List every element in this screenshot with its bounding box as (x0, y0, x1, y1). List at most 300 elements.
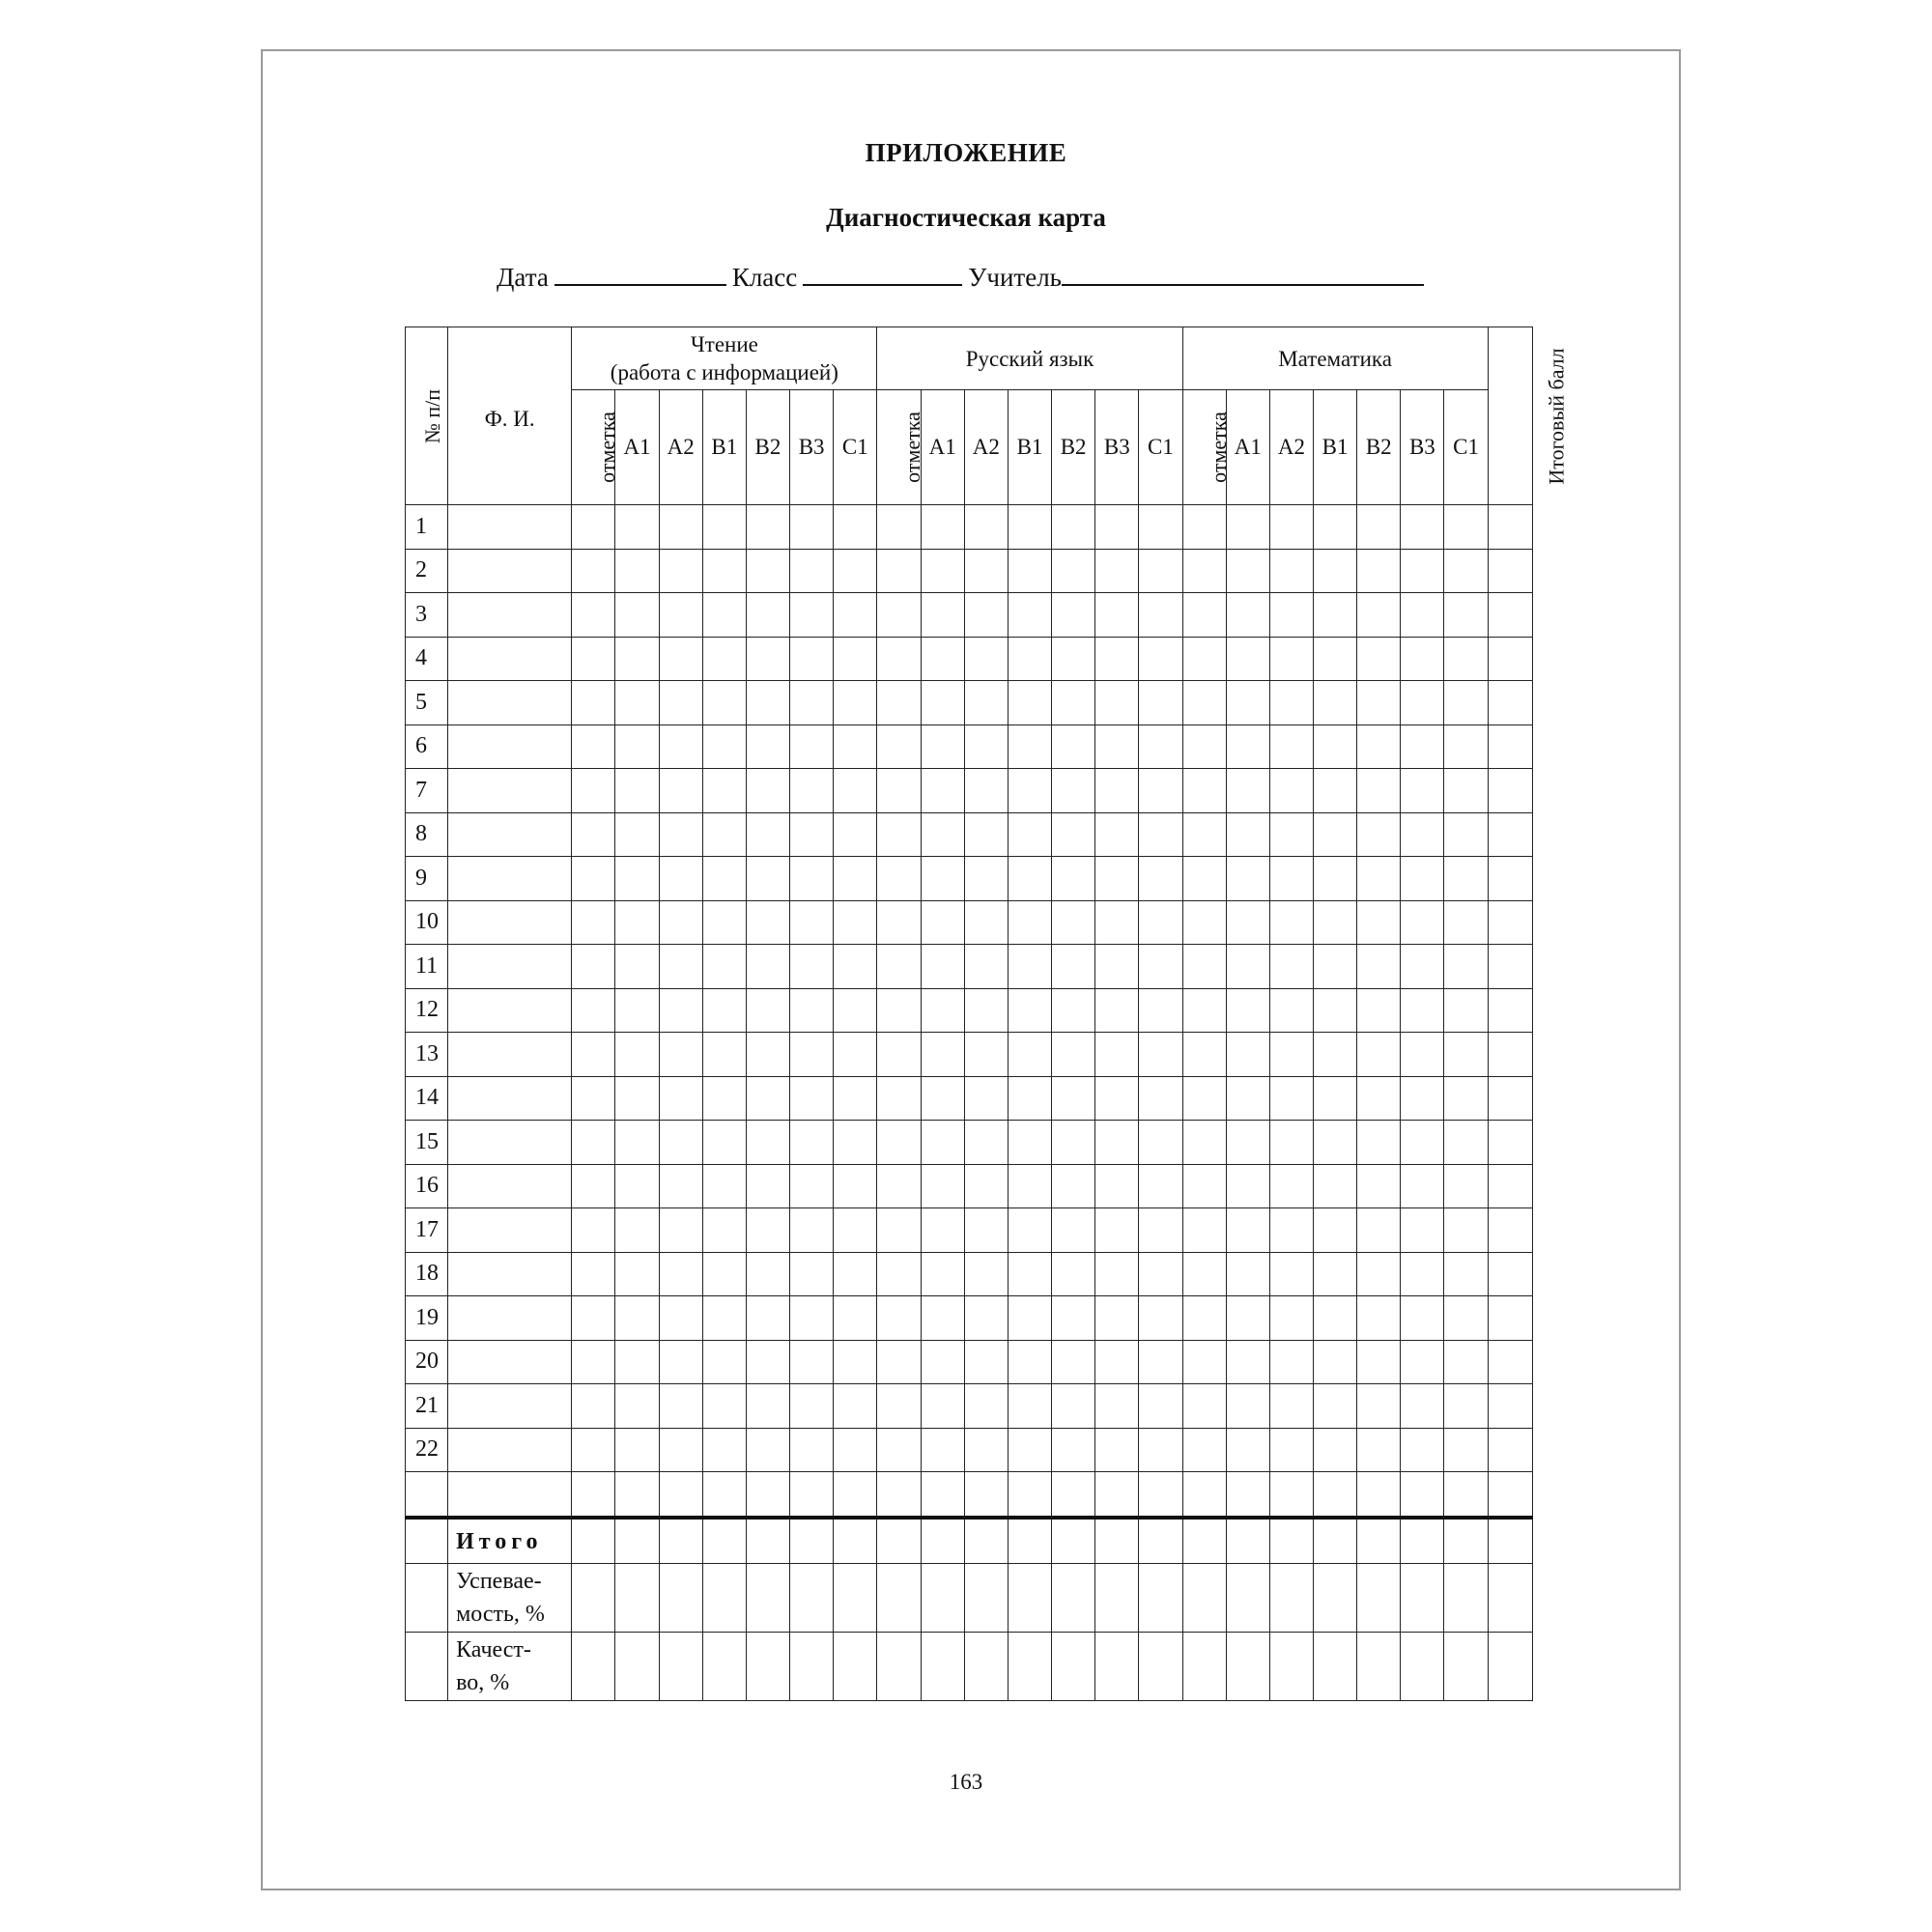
table-cell[interactable] (1139, 1076, 1182, 1121)
table-cell[interactable] (964, 1033, 1008, 1077)
table-cell[interactable] (964, 549, 1008, 593)
table-cell[interactable] (1488, 1340, 1532, 1384)
table-cell[interactable] (702, 1296, 746, 1341)
table-cell[interactable] (702, 1208, 746, 1253)
table-cell[interactable] (1269, 637, 1313, 681)
table-cell[interactable] (921, 549, 964, 593)
table-cell[interactable] (1269, 945, 1313, 989)
table-cell[interactable] (448, 769, 572, 813)
table-cell[interactable] (1401, 1518, 1444, 1564)
table-cell[interactable] (1314, 1472, 1357, 1519)
table-cell[interactable] (1052, 988, 1095, 1033)
table-cell[interactable] (1095, 724, 1139, 769)
table-cell[interactable] (1226, 549, 1269, 593)
table-cell[interactable] (1226, 681, 1269, 725)
table-cell[interactable] (1095, 769, 1139, 813)
table-cell[interactable] (702, 900, 746, 945)
table-cell[interactable] (615, 1428, 659, 1472)
table-cell[interactable] (448, 681, 572, 725)
table-cell[interactable] (834, 1164, 877, 1208)
table-cell[interactable] (615, 1472, 659, 1519)
table-cell[interactable] (1182, 1121, 1226, 1165)
table-cell[interactable] (1401, 1164, 1444, 1208)
table-cell[interactable] (1095, 1564, 1139, 1633)
table-cell[interactable] (1226, 857, 1269, 901)
table-cell[interactable] (659, 857, 702, 901)
table-cell[interactable] (1008, 505, 1051, 550)
table-cell[interactable] (1314, 769, 1357, 813)
table-cell[interactable] (1269, 1076, 1313, 1121)
table-cell[interactable] (1226, 1428, 1269, 1472)
table-cell[interactable] (702, 637, 746, 681)
table-cell[interactable] (1357, 1564, 1401, 1633)
table-cell[interactable] (1052, 1633, 1095, 1701)
table-cell[interactable] (921, 1252, 964, 1296)
table-cell[interactable] (1052, 1208, 1095, 1253)
table-cell[interactable] (964, 1164, 1008, 1208)
table-cell[interactable] (1401, 1076, 1444, 1121)
table-cell[interactable] (659, 593, 702, 638)
table-cell[interactable] (877, 593, 921, 638)
table-cell[interactable] (1269, 857, 1313, 901)
table-cell[interactable] (1052, 857, 1095, 901)
table-cell[interactable] (1357, 549, 1401, 593)
table-cell[interactable] (964, 1252, 1008, 1296)
table-cell[interactable] (790, 1564, 834, 1633)
table-cell[interactable] (615, 1518, 659, 1564)
table-cell[interactable] (615, 681, 659, 725)
table-cell[interactable] (1444, 1340, 1488, 1384)
table-cell[interactable] (448, 1076, 572, 1121)
table-cell[interactable] (1401, 857, 1444, 901)
table-cell[interactable] (790, 1252, 834, 1296)
table-cell[interactable] (1357, 1518, 1401, 1564)
table-cell[interactable] (572, 1164, 615, 1208)
table-cell[interactable] (1139, 769, 1182, 813)
table-cell[interactable] (1008, 1340, 1051, 1384)
table-cell[interactable] (659, 505, 702, 550)
table-cell[interactable] (1269, 1564, 1313, 1633)
table-cell[interactable] (1314, 637, 1357, 681)
table-cell[interactable] (1488, 769, 1532, 813)
table-cell[interactable] (1139, 505, 1182, 550)
table-cell[interactable] (790, 1076, 834, 1121)
table-cell[interactable] (1095, 1384, 1139, 1429)
table-cell[interactable] (615, 505, 659, 550)
table-cell[interactable] (746, 637, 789, 681)
table-cell[interactable] (659, 1428, 702, 1472)
table-cell[interactable] (834, 988, 877, 1033)
table-cell[interactable] (702, 681, 746, 725)
table-cell[interactable] (1008, 988, 1051, 1033)
table-cell[interactable] (572, 1076, 615, 1121)
table-cell[interactable] (1269, 1121, 1313, 1165)
table-cell[interactable] (921, 945, 964, 989)
table-cell[interactable] (1226, 1296, 1269, 1341)
table-cell[interactable] (572, 1252, 615, 1296)
table-cell[interactable] (572, 857, 615, 901)
table-cell[interactable] (746, 1033, 789, 1077)
table-cell[interactable] (964, 724, 1008, 769)
table-cell[interactable] (790, 1428, 834, 1472)
table-cell[interactable] (1444, 1296, 1488, 1341)
table-cell[interactable] (1095, 988, 1139, 1033)
table-cell[interactable] (921, 1340, 964, 1384)
table-cell[interactable] (1488, 637, 1532, 681)
table-cell[interactable] (1139, 637, 1182, 681)
table-cell[interactable] (1357, 945, 1401, 989)
table-cell[interactable] (406, 1472, 448, 1519)
table-cell[interactable] (448, 812, 572, 857)
table-cell[interactable] (964, 1121, 1008, 1165)
table-cell[interactable] (964, 945, 1008, 989)
table-cell[interactable] (1008, 1564, 1051, 1633)
table-cell[interactable] (746, 593, 789, 638)
table-cell[interactable] (790, 900, 834, 945)
table-cell[interactable] (1226, 1208, 1269, 1253)
table-cell[interactable] (1314, 1252, 1357, 1296)
table-cell[interactable] (877, 1033, 921, 1077)
table-cell[interactable] (1008, 549, 1051, 593)
table-cell[interactable] (659, 1121, 702, 1165)
table-cell[interactable] (448, 1296, 572, 1341)
table-cell[interactable] (964, 505, 1008, 550)
table-cell[interactable] (746, 1208, 789, 1253)
table-cell[interactable] (615, 1340, 659, 1384)
table-cell[interactable] (877, 724, 921, 769)
table-cell[interactable] (746, 1164, 789, 1208)
table-cell[interactable] (1269, 1518, 1313, 1564)
table-cell[interactable] (1008, 900, 1051, 945)
table-cell[interactable] (659, 637, 702, 681)
table-cell[interactable] (1008, 1076, 1051, 1121)
table-cell[interactable] (921, 505, 964, 550)
table-cell[interactable] (1488, 1121, 1532, 1165)
table-cell[interactable] (1139, 1208, 1182, 1253)
table-cell[interactable] (834, 1384, 877, 1429)
table-cell[interactable] (1401, 1033, 1444, 1077)
table-cell[interactable] (1095, 900, 1139, 945)
table-cell[interactable] (746, 1633, 789, 1701)
table-cell[interactable] (572, 1033, 615, 1077)
table-cell[interactable] (1226, 1384, 1269, 1429)
table-cell[interactable] (1182, 857, 1226, 901)
table-cell[interactable] (1488, 812, 1532, 857)
table-cell[interactable] (1401, 1340, 1444, 1384)
table-cell[interactable] (1357, 812, 1401, 857)
table-cell[interactable] (1314, 549, 1357, 593)
table-cell[interactable] (1095, 1076, 1139, 1121)
table-cell[interactable] (964, 857, 1008, 901)
table-cell[interactable] (1095, 637, 1139, 681)
table-cell[interactable] (746, 505, 789, 550)
table-cell[interactable] (615, 988, 659, 1033)
table-cell[interactable] (1314, 1428, 1357, 1472)
table-cell[interactable] (1314, 1208, 1357, 1253)
table-cell[interactable] (790, 505, 834, 550)
table-cell[interactable] (834, 505, 877, 550)
table-cell[interactable] (921, 900, 964, 945)
table-cell[interactable] (1401, 1384, 1444, 1429)
table-cell[interactable] (790, 724, 834, 769)
table-cell[interactable] (1314, 1564, 1357, 1633)
table-cell[interactable] (790, 857, 834, 901)
table-cell[interactable] (1226, 1121, 1269, 1165)
table-cell[interactable] (1488, 1564, 1532, 1633)
table-cell[interactable] (572, 1428, 615, 1472)
table-cell[interactable] (615, 1296, 659, 1341)
table-cell[interactable] (746, 1564, 789, 1633)
table-cell[interactable] (572, 681, 615, 725)
table-cell[interactable] (1226, 945, 1269, 989)
table-cell[interactable] (1357, 1428, 1401, 1472)
table-cell[interactable] (1052, 1384, 1095, 1429)
table-cell[interactable] (1008, 681, 1051, 725)
table-cell[interactable] (964, 769, 1008, 813)
table-cell[interactable] (834, 945, 877, 989)
table-cell[interactable] (1095, 1633, 1139, 1701)
table-cell[interactable] (921, 857, 964, 901)
table-cell[interactable] (1401, 1208, 1444, 1253)
table-cell[interactable] (964, 681, 1008, 725)
table-cell[interactable] (1269, 1472, 1313, 1519)
table-cell[interactable] (615, 1208, 659, 1253)
table-cell[interactable] (1008, 637, 1051, 681)
table-cell[interactable] (746, 988, 789, 1033)
table-cell[interactable] (1444, 1076, 1488, 1121)
table-cell[interactable] (1401, 1296, 1444, 1341)
table-cell[interactable] (964, 900, 1008, 945)
table-cell[interactable] (702, 1428, 746, 1472)
table-cell[interactable] (1052, 769, 1095, 813)
table-cell[interactable] (572, 900, 615, 945)
table-cell[interactable] (1269, 900, 1313, 945)
table-cell[interactable] (1139, 1472, 1182, 1519)
table-cell[interactable] (1488, 1252, 1532, 1296)
table-cell[interactable] (877, 1252, 921, 1296)
table-cell[interactable] (1182, 1384, 1226, 1429)
table-cell[interactable] (1008, 1252, 1051, 1296)
table-cell[interactable] (877, 945, 921, 989)
table-cell[interactable] (1401, 549, 1444, 593)
table-cell[interactable] (1357, 857, 1401, 901)
table-cell[interactable] (834, 1121, 877, 1165)
table-cell[interactable] (921, 1633, 964, 1701)
table-cell[interactable] (659, 681, 702, 725)
table-cell[interactable] (877, 1121, 921, 1165)
table-cell[interactable] (1314, 812, 1357, 857)
table-cell[interactable] (746, 1384, 789, 1429)
table-cell[interactable] (1095, 505, 1139, 550)
table-cell[interactable] (1444, 1633, 1488, 1701)
table-cell[interactable] (1269, 769, 1313, 813)
table-cell[interactable] (1095, 945, 1139, 989)
table-cell[interactable] (1314, 1633, 1357, 1701)
table-cell[interactable] (1269, 1208, 1313, 1253)
table-cell[interactable] (1182, 812, 1226, 857)
table-cell[interactable] (1488, 945, 1532, 989)
table-cell[interactable] (1269, 1164, 1313, 1208)
table-cell[interactable] (921, 1033, 964, 1077)
table-cell[interactable] (964, 1076, 1008, 1121)
table-cell[interactable] (702, 857, 746, 901)
table-cell[interactable] (572, 1472, 615, 1519)
table-cell[interactable] (1139, 1564, 1182, 1633)
table-cell[interactable] (921, 812, 964, 857)
table-cell[interactable] (1008, 1296, 1051, 1341)
table-cell[interactable] (1095, 1033, 1139, 1077)
table-cell[interactable] (1488, 1472, 1532, 1519)
table-cell[interactable] (921, 1428, 964, 1472)
table-cell[interactable] (834, 1076, 877, 1121)
table-cell[interactable] (1182, 1076, 1226, 1121)
table-cell[interactable] (702, 945, 746, 989)
table-cell[interactable] (790, 1296, 834, 1341)
table-cell[interactable] (921, 769, 964, 813)
table-cell[interactable] (1444, 637, 1488, 681)
table-cell[interactable] (1139, 593, 1182, 638)
table-cell[interactable] (1314, 988, 1357, 1033)
table-cell[interactable] (572, 1296, 615, 1341)
table-cell[interactable] (1008, 1208, 1051, 1253)
class-field[interactable] (803, 259, 962, 286)
table-cell[interactable] (1182, 1164, 1226, 1208)
table-cell[interactable] (921, 1472, 964, 1519)
table-cell[interactable] (1269, 681, 1313, 725)
table-cell[interactable] (1139, 945, 1182, 989)
table-cell[interactable] (1182, 1633, 1226, 1701)
table-cell[interactable] (1357, 1384, 1401, 1429)
table-cell[interactable] (790, 637, 834, 681)
table-cell[interactable] (746, 1472, 789, 1519)
table-cell[interactable] (659, 1252, 702, 1296)
table-cell[interactable] (877, 812, 921, 857)
table-cell[interactable] (1314, 593, 1357, 638)
table-cell[interactable] (1052, 724, 1095, 769)
table-cell[interactable] (1357, 1296, 1401, 1341)
table-cell[interactable] (877, 1472, 921, 1519)
table-cell[interactable] (659, 1472, 702, 1519)
table-cell[interactable] (1008, 1633, 1051, 1701)
table-cell[interactable] (1488, 681, 1532, 725)
table-cell[interactable] (746, 1340, 789, 1384)
table-cell[interactable] (659, 769, 702, 813)
table-cell[interactable] (1444, 1164, 1488, 1208)
table-cell[interactable] (659, 1296, 702, 1341)
table-cell[interactable] (1226, 1340, 1269, 1384)
table-cell[interactable] (921, 593, 964, 638)
table-cell[interactable] (790, 1384, 834, 1429)
table-cell[interactable] (659, 1564, 702, 1633)
table-cell[interactable] (877, 1208, 921, 1253)
table-cell[interactable] (790, 1164, 834, 1208)
table-cell[interactable] (1488, 1428, 1532, 1472)
table-cell[interactable] (1401, 1633, 1444, 1701)
table-cell[interactable] (1182, 1428, 1226, 1472)
table-cell[interactable] (834, 857, 877, 901)
table-cell[interactable] (877, 1633, 921, 1701)
table-cell[interactable] (615, 769, 659, 813)
table-cell[interactable] (877, 769, 921, 813)
table-cell[interactable] (1182, 724, 1226, 769)
table-cell[interactable] (877, 1296, 921, 1341)
table-cell[interactable] (659, 1633, 702, 1701)
table-cell[interactable] (1401, 593, 1444, 638)
table-cell[interactable] (1182, 1564, 1226, 1633)
table-cell[interactable] (1314, 857, 1357, 901)
table-cell[interactable] (1488, 1164, 1532, 1208)
table-cell[interactable] (834, 681, 877, 725)
table-cell[interactable] (1357, 637, 1401, 681)
table-cell[interactable] (1139, 1121, 1182, 1165)
table-cell[interactable] (572, 1384, 615, 1429)
table-cell[interactable] (1357, 1633, 1401, 1701)
table-cell[interactable] (834, 637, 877, 681)
table-cell[interactable] (1095, 1208, 1139, 1253)
table-cell[interactable] (1314, 1164, 1357, 1208)
table-cell[interactable] (572, 1564, 615, 1633)
table-cell[interactable] (1444, 681, 1488, 725)
table-cell[interactable] (1488, 549, 1532, 593)
table-cell[interactable] (572, 988, 615, 1033)
table-cell[interactable] (448, 1164, 572, 1208)
table-cell[interactable] (1357, 1340, 1401, 1384)
table-cell[interactable] (1444, 945, 1488, 989)
table-cell[interactable] (702, 769, 746, 813)
table-cell[interactable] (615, 1252, 659, 1296)
table-cell[interactable] (1095, 812, 1139, 857)
table-cell[interactable] (1444, 724, 1488, 769)
table-cell[interactable] (1357, 1252, 1401, 1296)
table-cell[interactable] (1139, 812, 1182, 857)
table-cell[interactable] (1182, 945, 1226, 989)
table-cell[interactable] (1444, 1033, 1488, 1077)
table-cell[interactable] (702, 1518, 746, 1564)
table-cell[interactable] (1139, 1252, 1182, 1296)
table-cell[interactable] (1269, 549, 1313, 593)
table-cell[interactable] (1008, 593, 1051, 638)
table-cell[interactable] (1488, 1076, 1532, 1121)
table-cell[interactable] (964, 1472, 1008, 1519)
table-cell[interactable] (746, 1428, 789, 1472)
table-cell[interactable] (1488, 1033, 1532, 1077)
table-cell[interactable] (921, 1208, 964, 1253)
table-cell[interactable] (1095, 1340, 1139, 1384)
table-cell[interactable] (964, 1296, 1008, 1341)
table-cell[interactable] (877, 1564, 921, 1633)
table-cell[interactable] (572, 549, 615, 593)
table-cell[interactable] (1182, 637, 1226, 681)
table-cell[interactable] (1269, 988, 1313, 1033)
table-cell[interactable] (964, 637, 1008, 681)
table-cell[interactable] (1052, 812, 1095, 857)
table-cell[interactable] (834, 1564, 877, 1633)
table-cell[interactable] (448, 945, 572, 989)
table-cell[interactable] (702, 812, 746, 857)
table-cell[interactable] (1401, 681, 1444, 725)
table-cell[interactable] (1052, 1252, 1095, 1296)
table-cell[interactable] (746, 1252, 789, 1296)
table-cell[interactable] (1182, 681, 1226, 725)
table-cell[interactable] (572, 1518, 615, 1564)
table-cell[interactable] (1226, 769, 1269, 813)
table-cell[interactable] (448, 1121, 572, 1165)
table-cell[interactable] (1269, 1633, 1313, 1701)
table-cell[interactable] (448, 505, 572, 550)
table-cell[interactable] (448, 724, 572, 769)
table-cell[interactable] (834, 1340, 877, 1384)
table-cell[interactable] (1314, 724, 1357, 769)
